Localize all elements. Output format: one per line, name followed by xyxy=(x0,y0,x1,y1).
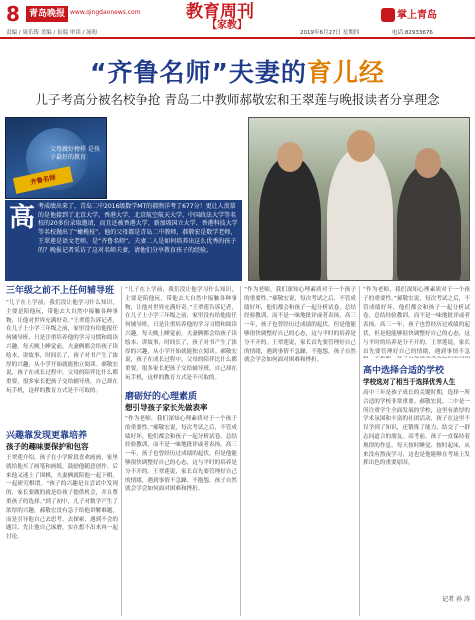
date-line: 2019年6月27日 星期四 xyxy=(300,30,360,36)
column-4 xyxy=(363,286,470,603)
section-1-text: “儿子在上学前，我们没让他学习什么知识，主要是陪他玩，带他去大自然中接触各种事物，让他对世界充满好奇。”王翠莲告诉记者，在儿子上小学三年级之前，家里没有给他报任何辅导班，只是注重培养他的学习习惯和阅读兴趣。每天晚上睡觉前，夫妻俩都会给孩子读绘本、讲故事，时间长了，孩子对书产生了浓厚的兴趣，从小学开始就能独立阅读。郝敬宏说，孩子在成长过程中，父母的陪伴比什么都重要，很多家长把孩子交给辅导班，自己却在玩手机，这样的教育方式是不可取的。 xyxy=(6,300,118,394)
section-2-title: 兴趣靠发现更靠培养 xyxy=(6,431,88,441)
section-title: 教育周刊 xyxy=(186,2,254,22)
paper-logo: 青岛晚报 xyxy=(26,6,68,22)
intro-box xyxy=(5,200,242,281)
column-divider xyxy=(359,286,360,616)
section-3-text: “作为老师，我们深知心理素质对于一个孩子的重要性。”郝敬宏说，每次考试之后，不管成绩好坏，他们都会和孩子一起分析试卷，总结经验教训，而不是一味地批评或者表扬。高三一年，孩子也曾经历过成绩的起伏，但是他能够很快调整好自己的心态，这与平时的培养是分不开的。王翠莲说，家长首先要管理好自己的情绪，遇到事情不急躁、不抱怨，孩子自然就会学会如何面对困难和挫折。 xyxy=(125,416,237,493)
intro-text: 考成绩出来了，青岛二中2016级数学MT的郝煦洋考了677分！更让人羡慕的是他接到了北京大学、香港大学、北京航空航天大学、中国政法大学等名校的20多份录取邀请，而且还被香港大学、新加坡国立大学、香港科技大学等名校抛出了“橄榄枝”。他的父母都是青岛二中教师，郝敬宏是数学老师，王翠莲是语文老师，是“齐鲁名师”。夫妻二人是如何培养出这么优秀的孩子的？晚报记者采访了这对名师夫妻，请他们分享教育孩子的经验。 xyxy=(38,203,238,254)
section-3-continued: “作为老师，我们深知心理素质对于一个孩子的重要性。”郝敬宏说，每次考试之后，不管成绩好坏，他们都会和孩子一起分析试卷，总结经验教训，而不是一味地批评或者表扬。高三一年，孩子也曾经历过成绩的起伏，但是他能够很快调整好自己的心态，这与平时的培养是分不开的。王翠莲说，家长首先要管理好自己的情绪，遇到事情不急躁、不抱怨，孩子自然就会学会如何面对困难和挫折。 xyxy=(244,287,356,364)
headline-highlight: 育儿经 xyxy=(306,58,385,87)
headline xyxy=(0,58,475,88)
person-middle xyxy=(327,148,393,281)
section-3-subtitle: 想引导孩子家长先做表率 xyxy=(125,403,208,412)
section-2-subtitle: 孩子的趣味要保护和包容 xyxy=(6,442,89,451)
family-photo xyxy=(248,117,470,281)
graphic-caption: 父母做好榜样 是孩子最好的教育 xyxy=(50,146,100,161)
person-left xyxy=(259,156,321,281)
editors-line: 责编 / 周乐筠 美编 / 崔瑞 审读 / 汤昀 xyxy=(6,30,98,36)
paper-website: www.qingdaonews.com xyxy=(70,9,141,16)
app-label: 掌上青岛 xyxy=(397,10,437,21)
section-2-text: 王翠莲介绍，孩子在小学阶段喜欢画画，家里就给他买了画笔和画纸，鼓励他随意创作。后来他又迷上了围棋，夫妻俩就陪他一起下棋，一起研究棋谱。“孩子的兴趣是在尝试中发现的，家长要做的就是给孩子提供机会，并且尊重孩子的选择。”到了初中，儿子对数学产生了浓厚的兴趣，郝敬宏没有急于给他讲解难题，而是引导他自己去思考、去探索，遇到不会的题目，先让他自己琢磨，实在想不出来再一起讨论。 xyxy=(6,455,118,541)
app-icon xyxy=(381,8,395,22)
byline: 记者 孙 涛 xyxy=(442,596,470,603)
section-1-continued: “儿子在上学前，我们没让他学习什么知识，主要是陪他玩，带他去大自然中接触各种事物，让他对世界充满好奇。”王翠莲告诉记者，在儿子上小学三年级之前，家里没有给他报任何辅导班，只是注重培养他的学习习惯和阅读兴趣。每天晚上睡觉前，夫妻俩都会给孩子读绘本、讲故事，时间长了，孩子对书产生了浓厚的兴趣，从小学开始就能独立阅读。郝敬宏说，孩子在成长过程中，父母的陪伴比什么都重要，很多家长把孩子交给辅导班，自己却在玩手机，这样的教育方式是不可取的。 xyxy=(125,287,237,381)
hotline: 电话:82933676 xyxy=(392,30,433,36)
person-left-head xyxy=(277,142,303,172)
person-right xyxy=(397,164,461,281)
headline-prefix: “齐鲁名师”夫妻的 xyxy=(90,58,307,87)
column-divider xyxy=(121,286,122,616)
column-1 xyxy=(6,286,118,620)
section-4-text: 高中三年是孩子成长的关键时期，选择一所合适的学校非常重要。郝敬宏说，二中是一所注重学生全面发展的学校，这里有浓厚的学术氛围和丰富的社团活动，孩子在这里不仅学到了知识，还锻炼了能力，结交了一群志同道合的朋友。高考前，孩子一直保持着规律的作息，每天按时睡觉、按时起床，从来没有熬夜学习，这也是他能够在考场上发挥出色的重要原因。 xyxy=(363,390,470,467)
section-3-title: 磨砺好的心理素质 xyxy=(125,392,198,402)
section-4-subtitle: 学校选对了相当于选择优秀人生 xyxy=(363,378,456,386)
column-2 xyxy=(125,286,237,611)
person-middle-head xyxy=(347,130,375,162)
section-3-end: “作为老师，我们深知心理素质对于一个孩子的重要性。”郝敬宏说，每次考试之后，不管成绩好坏，他们都会和孩子一起分析试卷，总结经验教训，而不是一味地批评或者表扬。高三一年，孩子也曾经历过成绩的起伏，但是他能够很快调整好自己的心态，这与平时的培养是分不开的。王翠莲说，家长首先要管理好自己的情绪，遇到事情不急 xyxy=(363,287,470,355)
feature-graphic xyxy=(5,117,107,199)
section-subtitle: 【家教】 xyxy=(207,20,247,31)
graphic-ribbon: 齐鲁名师 xyxy=(13,166,73,194)
page-number: 8 xyxy=(6,2,20,26)
section-1-title: 三年级之前不上任何辅导班 xyxy=(6,286,115,296)
app-badge xyxy=(381,6,466,26)
person-right-head xyxy=(415,148,441,178)
masthead-rule xyxy=(0,37,475,39)
column-divider xyxy=(240,286,241,616)
subheadline: 儿子考高分被名校争抢 青岛二中教师郝敬宏和王翠莲与晚报读者分享理念 xyxy=(35,92,440,107)
column-3 xyxy=(244,286,356,610)
intro-dropcap: 高 xyxy=(9,203,36,233)
section-4-title: 高中选择合适的学校 xyxy=(363,366,445,376)
